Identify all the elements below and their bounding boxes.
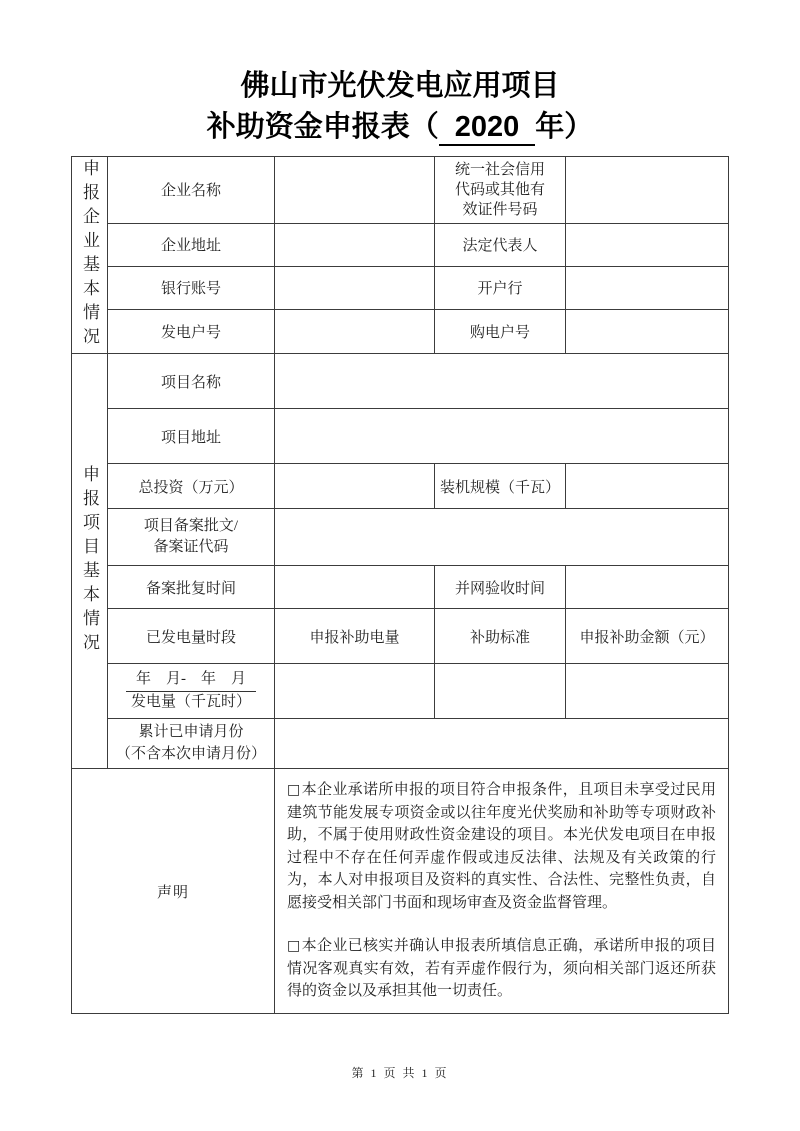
title-line2-suffix: 年）	[535, 111, 594, 144]
field-project-name[interactable]	[275, 354, 729, 409]
checkbox-icon[interactable]: □	[287, 938, 301, 955]
table-row	[72, 719, 729, 769]
table-row	[72, 266, 729, 309]
table-row	[72, 223, 729, 266]
label-enterprise-address: 企业地址	[108, 223, 275, 266]
table-row	[72, 310, 729, 354]
label-record-document: 项目备案批文/ 备案证代码	[108, 509, 275, 566]
label-grid-acceptance-time: 并网验收时间	[435, 566, 566, 609]
field-bank-name[interactable]	[566, 266, 729, 309]
table-row	[72, 609, 729, 664]
field-record-document[interactable]	[275, 509, 729, 566]
label-installed-capacity: 装机规模（千瓦）	[435, 464, 566, 509]
label-project-name: 项目名称	[108, 354, 275, 409]
field-enterprise-name[interactable]	[275, 157, 435, 223]
header-subsidy-standard: 补助标准	[435, 609, 566, 664]
table-row	[72, 509, 729, 566]
period-fill-line[interactable]: 年 月- 年 月	[126, 669, 256, 692]
label-credit-code: 统一社会信用代码或其他有效证件号码	[435, 157, 566, 223]
table-row	[72, 566, 729, 609]
label-legal-representative: 法定代表人	[435, 223, 566, 266]
table-row	[72, 354, 729, 409]
label-applied-months: 累计已申请月份 （不含本次申请月份）	[108, 719, 275, 769]
field-generation-account[interactable]	[275, 310, 435, 354]
label-record-approval-time: 备案批复时间	[108, 566, 275, 609]
field-bank-account[interactable]	[275, 266, 435, 309]
table-row	[72, 157, 729, 223]
title-line2	[0, 107, 800, 148]
declaration-para1: □本企业承诺所申报的项目符合申报条件，且项目未享受过民用建筑节能发展专项资金或以往年度光伏奖励和补助等专项财政补助，不属于使用财政性资金建设的项目。本光伏发电项目在申报过程中不存在任何弄虚作假或违反法律、法规及有关政策的行为，本人对申报项目及资料的真实性、合法性、完整性负责，自愿接受相关部门书面和现场审查及资金监督管理。	[287, 782, 716, 911]
title-line2-prefix: 补助资金申报表（	[206, 111, 439, 144]
field-project-address[interactable]	[275, 409, 729, 464]
section1-side-label: 申报企业基本情况	[72, 157, 108, 354]
checkbox-icon[interactable]: □	[287, 782, 301, 799]
application-form-table	[71, 156, 729, 1014]
field-legal-representative[interactable]	[566, 223, 729, 266]
field-grid-acceptance-time[interactable]	[566, 566, 729, 609]
field-declared-subsidy-amount[interactable]	[566, 664, 729, 719]
section2-side-label: 申报项目基本情况	[72, 354, 108, 769]
table-row	[72, 409, 729, 464]
label-purchase-account: 购电户号	[435, 310, 566, 354]
label-enterprise-name: 企业名称	[108, 157, 275, 223]
field-installed-capacity[interactable]	[566, 464, 729, 509]
label-project-address: 项目地址	[108, 409, 275, 464]
label-bank-name: 开户行	[435, 266, 566, 309]
field-subsidy-standard[interactable]	[435, 664, 566, 719]
field-record-approval-time[interactable]	[275, 566, 435, 609]
field-declared-subsidy-power[interactable]	[275, 664, 435, 719]
year-value: 2020	[439, 112, 536, 146]
table-row	[72, 664, 729, 719]
field-credit-code[interactable]	[566, 157, 729, 223]
declaration-side-label: 声明	[72, 769, 275, 1014]
label-generation-period-blank: 年 月- 年 月 发电量（千瓦时）	[108, 664, 275, 719]
field-total-investment[interactable]	[275, 464, 435, 509]
header-generation-period: 已发电量时段	[108, 609, 275, 664]
title-line1: 佛山市光伏发电应用项目	[240, 70, 560, 102]
footer-page-number: 第 1 页 共 1 页	[351, 1065, 449, 1080]
label-total-investment: 总投资（万元）	[108, 464, 275, 509]
header-declared-subsidy-amount: 申报补助金额（元）	[566, 609, 729, 664]
declaration-para2: □本企业已核实并确认申报表所填信息正确，承诺所申报的项目情况客观真实有效，若有弄虚作假行为，须向相关部门返还所获得的资金以及承担其他一切责任。	[287, 938, 716, 1000]
header-declared-subsidy-power: 申报补助电量	[275, 609, 435, 664]
label-generation-account: 发电户号	[108, 310, 275, 354]
field-applied-months[interactable]	[275, 719, 729, 769]
table-row	[72, 464, 729, 509]
declaration-text-cell	[275, 769, 729, 1014]
page-title	[0, 0, 800, 148]
field-purchase-account[interactable]	[566, 310, 729, 354]
field-enterprise-address[interactable]	[275, 223, 435, 266]
table-row	[72, 769, 729, 1014]
label-bank-account: 银行账号	[108, 266, 275, 309]
